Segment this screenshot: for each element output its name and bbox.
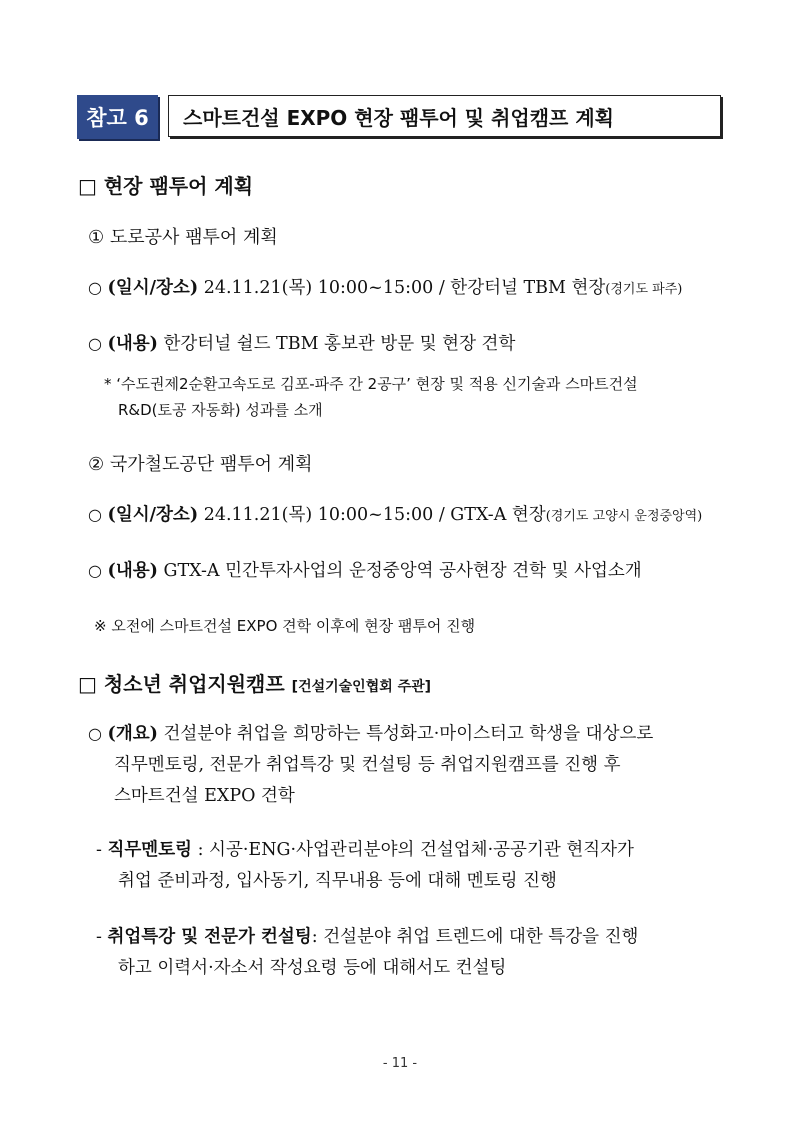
bullet: ○ bbox=[88, 278, 102, 297]
road-schedule-line bbox=[88, 274, 682, 299]
road-content-line bbox=[88, 330, 515, 355]
schedule-label: (일시/장소) bbox=[107, 278, 199, 298]
schedule-location-small: (경기도 파주) bbox=[605, 282, 683, 297]
dash: - bbox=[96, 840, 102, 860]
content-label: (내용) bbox=[107, 334, 158, 354]
lecture-label: 취업특강 및 전문가 컨설팅 bbox=[107, 927, 312, 947]
section-heading-fam-tour: □ 현장 팸투어 계획 bbox=[78, 174, 254, 198]
camp-overview-line-3: 스마트건설 EXPO 견학 bbox=[114, 786, 295, 806]
section-heading-job-camp bbox=[78, 668, 431, 697]
camp-overview-line-2: 직무멘토링, 전문가 취업특강 및 컨설팅 등 취업지원캠프를 진행 후 bbox=[114, 755, 621, 775]
overview-text-1: 건설분야 취업을 희망하는 특성화고·마이스터고 학생을 대상으로 bbox=[157, 724, 654, 744]
schedule-text: 24.11.21(목) 10:00~15:00 / 한강터널 TBM 현장 bbox=[198, 278, 606, 298]
mentoring-line-1 bbox=[96, 836, 634, 861]
mentoring-line-2: 취업 준비과정, 입사동기, 직무내용 등에 대해 멘토링 진행 bbox=[118, 871, 557, 891]
title-tag: 참고 6 bbox=[77, 95, 158, 139]
page-number: - 11 - bbox=[382, 1056, 418, 1071]
content-text: GTX-A 민간투자사업의 운정중앙역 공사현장 견학 및 사업소개 bbox=[157, 561, 642, 581]
title-block bbox=[77, 95, 722, 139]
section-heading-text: □ 청소년 취업지원캠프 bbox=[78, 672, 285, 696]
schedule-label: (일시/장소) bbox=[107, 505, 199, 525]
schedule-location-small: (경기도 고양시 운정중앙역) bbox=[545, 509, 703, 524]
bullet: ○ bbox=[88, 334, 102, 353]
bullet: ○ bbox=[88, 505, 102, 524]
page-title: 스마트건설 EXPO 현장 팸투어 및 취업캠프 계획 bbox=[168, 95, 721, 137]
mentoring-text-1: : 시공·ENG·사업관리분야의 건설업체·공공기관 현직자가 bbox=[192, 840, 634, 860]
bullet: ○ bbox=[88, 724, 102, 743]
overview-label: (개요) bbox=[107, 724, 158, 744]
section-heading-host: [건설기술인협회 주관] bbox=[291, 679, 432, 695]
subheading-road-corp: ① 도로공사 팸투어 계획 bbox=[88, 227, 278, 248]
lecture-line-2: 하고 이력서·자소서 작성요령 등에 대해서도 컨설팅 bbox=[118, 958, 507, 978]
road-note-line-1: * ‘수도권제2순환고속도로 김포-파주 간 2공구’ 현장 및 적용 신기술과 스마트건설 bbox=[104, 375, 638, 393]
rail-schedule-line bbox=[88, 501, 702, 526]
lecture-text-1: : 건설분야 취업 트렌드에 대한 특강을 진행 bbox=[311, 927, 639, 947]
camp-overview-line-1 bbox=[88, 720, 653, 745]
content-text: 한강터널 쉴드 TBM 홍보관 방문 및 현장 견학 bbox=[157, 334, 516, 354]
lecture-line-1 bbox=[96, 923, 638, 948]
subheading-rail-authority: ② 국가철도공단 팸투어 계획 bbox=[88, 454, 313, 475]
mentoring-label: 직무멘토링 bbox=[107, 840, 193, 860]
schedule-text: 24.11.21(목) 10:00~15:00 / GTX-A 현장 bbox=[198, 505, 546, 525]
dash: - bbox=[96, 927, 102, 947]
rail-content-line bbox=[88, 557, 642, 582]
bullet: ○ bbox=[88, 561, 102, 580]
road-note-line-2: R&D(토공 자동화) 성과를 소개 bbox=[118, 401, 323, 419]
content-label: (내용) bbox=[107, 561, 158, 581]
rail-remark: ※ 오전에 스마트건설 EXPO 견학 이후에 현장 팸투어 진행 bbox=[94, 617, 476, 635]
